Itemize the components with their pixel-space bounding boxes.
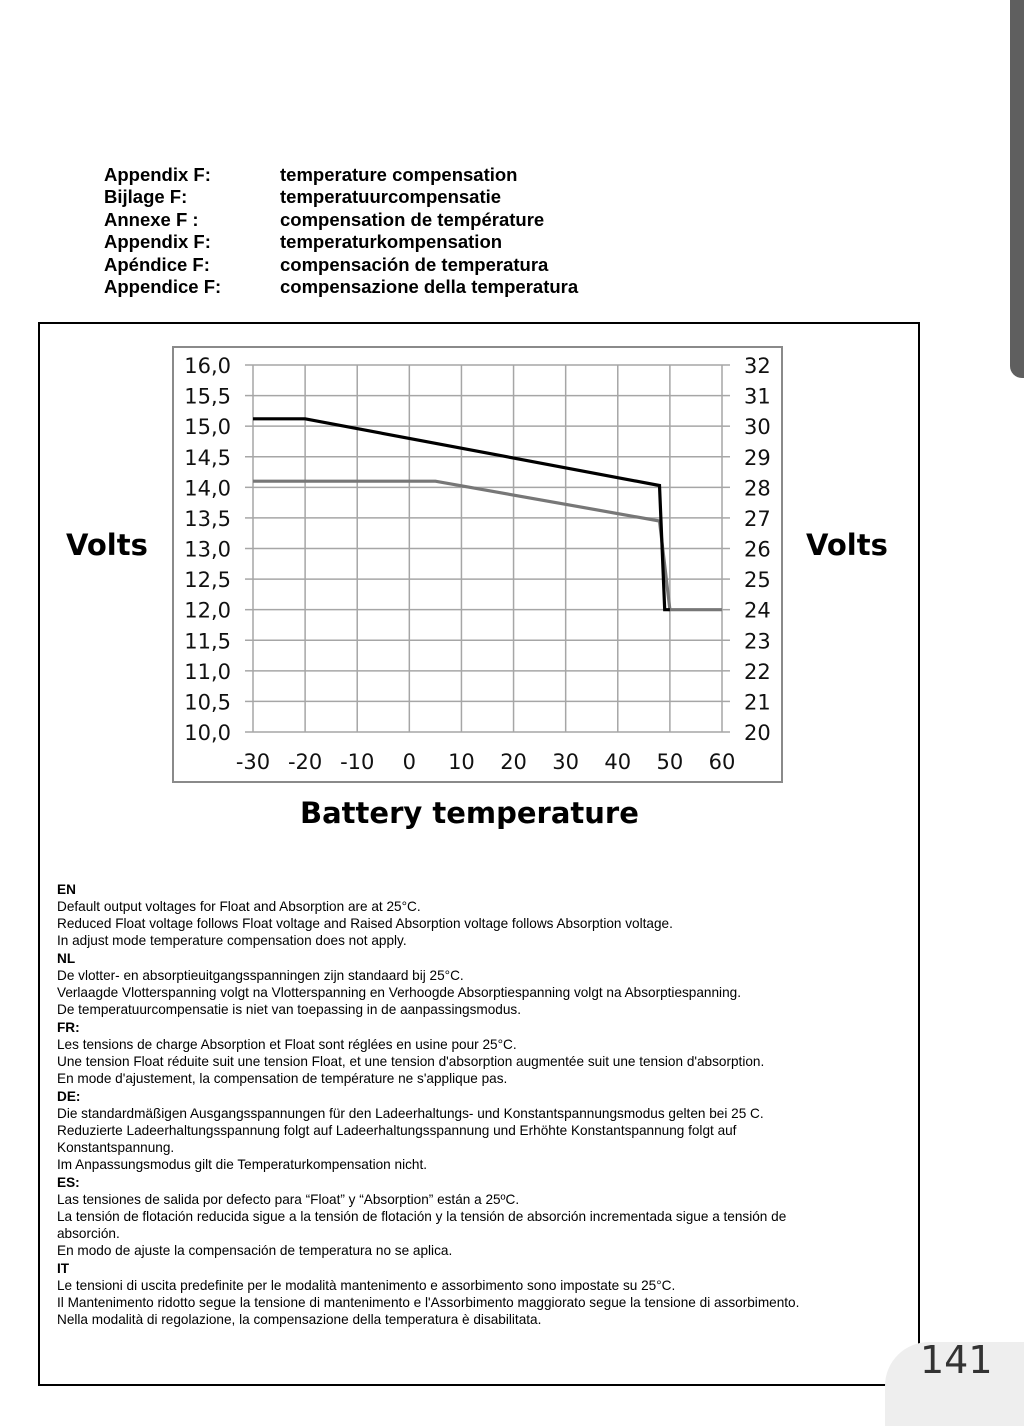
- x-tick-label: 50: [656, 750, 684, 774]
- appendix-label: Appendice F:: [104, 276, 222, 298]
- note-line: Verlaagde Vlotterspanning volgt na Vlotterspanning en Verhoogde Absorptiespanning volgt na Absorptiespanning.: [57, 985, 741, 1000]
- note-section: [57, 950, 907, 1018]
- y-axis-title-right: Volts: [806, 528, 888, 562]
- y-tick-label-left: 16,0: [184, 354, 231, 378]
- y-tick-label-right: 24: [744, 598, 771, 623]
- note-line: Default output voltages for Float and Absorption are at 25°C.: [57, 899, 421, 914]
- x-tick-label: 40: [604, 750, 632, 774]
- y-axis-title-left: Volts: [66, 528, 148, 562]
- note-line: In adjust mode temperature compensation does not apply.: [57, 933, 407, 948]
- note-line: Il Mantenimento ridotto segue la tensione di mantenimento e l'Assorbimento maggiorato segue la tensione di assorbimento.: [57, 1295, 800, 1310]
- page-number: 141: [920, 1338, 993, 1382]
- x-tick-label: -30: [235, 750, 271, 774]
- note-line: Die standardmäßigen Ausgangsspannungen für den Ladeerhaltungs- und Konstantspannungsmodus gelten bei 25 C.: [57, 1106, 764, 1121]
- note-language-heading: NL: [57, 951, 76, 966]
- note-section: [57, 881, 907, 949]
- y-tick-label-right: 22: [744, 659, 771, 684]
- appendix-label: Apéndice F:: [104, 253, 210, 275]
- y-tick-label-left: 12,0: [184, 598, 231, 623]
- appendix-title: temperature compensation: [280, 164, 518, 185]
- appendix-title: temperatuurcompensatie: [280, 186, 502, 208]
- note-language-heading: FR:: [57, 1020, 80, 1035]
- note-line: De vlotter- en absorptieuitgangsspanningen zijn standaard bij 25°C.: [57, 968, 464, 983]
- appendix-label: Annexe F :: [104, 208, 199, 230]
- x-tick-label: 0: [402, 750, 417, 774]
- appendix-label: Appendix F:: [104, 231, 211, 253]
- y-tick-label-right: 30: [744, 415, 771, 440]
- note-line: Konstantspannung.: [57, 1140, 175, 1155]
- y-tick-label-right: 28: [744, 476, 771, 501]
- chart-area-border: [173, 347, 782, 782]
- y-tick-label-right: 27: [744, 506, 771, 531]
- y-tick-label-right: 21: [744, 690, 771, 715]
- note-line: En modo de ajuste la compensación de temperatura no se aplica.: [57, 1243, 453, 1258]
- x-tick-label: 10: [448, 750, 475, 774]
- y-tick-label-left: 12,5: [184, 568, 231, 593]
- note-section: [57, 1088, 907, 1173]
- appendix-label: Bijlage F:: [104, 186, 188, 208]
- y-tick-label-right: 32: [744, 354, 771, 378]
- note-line: Las tensiones de salida por defecto para “Float” y “Absorption” están a 25ºC.: [57, 1192, 520, 1207]
- y-tick-label-right: 29: [744, 445, 771, 470]
- y-tick-label-left: 10,5: [184, 690, 231, 715]
- x-axis-title: Battery temperature: [300, 796, 639, 830]
- x-tick-label: 60: [708, 750, 736, 774]
- note-line: En mode d'ajustement, la compensation de température ne s'applique pas.: [57, 1071, 508, 1086]
- y-tick-label-left: 14,5: [184, 445, 231, 470]
- appendix-title: compensation de température: [280, 208, 545, 230]
- y-tick-label-left: 15,0: [184, 415, 231, 440]
- note-line: Reduzierte Ladeerhaltungsspannung folgt auf Ladeerhaltungsspannung und Erhöhte Konstantspannung folgt auf: [57, 1123, 737, 1138]
- y-tick-label-right: 20: [744, 721, 771, 745]
- y-tick-label-left: 13,5: [184, 506, 231, 531]
- y-tick-label-right: 23: [744, 629, 771, 654]
- note-language-heading: DE:: [57, 1089, 81, 1104]
- note-language-heading: ES:: [57, 1175, 80, 1190]
- note-line: Les tensions de charge Absorption et Float sont réglées en usine pour 25°C.: [57, 1037, 517, 1052]
- note-line: Im Anpassungsmodus gilt die Temperaturkompensation nicht.: [57, 1157, 428, 1172]
- note-language-heading: IT: [57, 1261, 70, 1276]
- y-tick-label-left: 11,0: [184, 659, 231, 684]
- x-tick-label: -20: [287, 750, 323, 774]
- x-tick-label: 30: [552, 750, 580, 774]
- note-line: De temperatuurcompensatie is niet van toepassing in de aanpassingsmodus.: [57, 1002, 521, 1017]
- appendix-title: temperaturkompensation: [280, 231, 503, 253]
- note-line: absorción.: [57, 1226, 120, 1241]
- y-tick-label-left: 14,0: [184, 476, 231, 501]
- x-tick-label: -10: [340, 750, 375, 774]
- y-tick-label-left: 13,0: [184, 537, 231, 562]
- x-tick-label: 20: [500, 750, 527, 774]
- appendix-title: compensación de temperatura: [280, 253, 549, 275]
- y-tick-label-right: 25: [744, 568, 771, 593]
- note-line: La tensión de flotación reducida sigue a la tensión de flotación y la tensión de absorción incrementada sigue a tensión de: [57, 1209, 787, 1224]
- note-section: [57, 1019, 907, 1087]
- y-tick-label-left: 10,0: [184, 721, 231, 745]
- appendix-title: compensazione della temperatura: [280, 276, 579, 298]
- note-section: [57, 1174, 907, 1259]
- note-line: Une tension Float réduite suit une tension Float, et une tension d'absorption augmentée suit une tension d'absorption.: [57, 1054, 765, 1069]
- note-line: Reduced Float voltage follows Float voltage and Raised Absorption voltage follows Absorption voltage.: [57, 916, 673, 931]
- note-line: Nella modalità di regolazione, la compensazione della temperatura è disabilitata.: [57, 1312, 542, 1327]
- y-tick-label-right: 26: [744, 537, 771, 562]
- y-tick-label-right: 31: [744, 384, 771, 409]
- appendix-label: Appendix F:: [104, 164, 211, 185]
- y-tick-label-left: 11,5: [184, 629, 231, 654]
- language-notes: [57, 881, 907, 1329]
- note-line: Le tensioni di uscita predefinite per le modalità mantenimento e assorbimento sono impostate su 25°C.: [57, 1278, 676, 1293]
- y-tick-label-left: 15,5: [184, 384, 231, 409]
- note-language-heading: EN: [57, 882, 76, 897]
- note-section: [57, 1260, 907, 1328]
